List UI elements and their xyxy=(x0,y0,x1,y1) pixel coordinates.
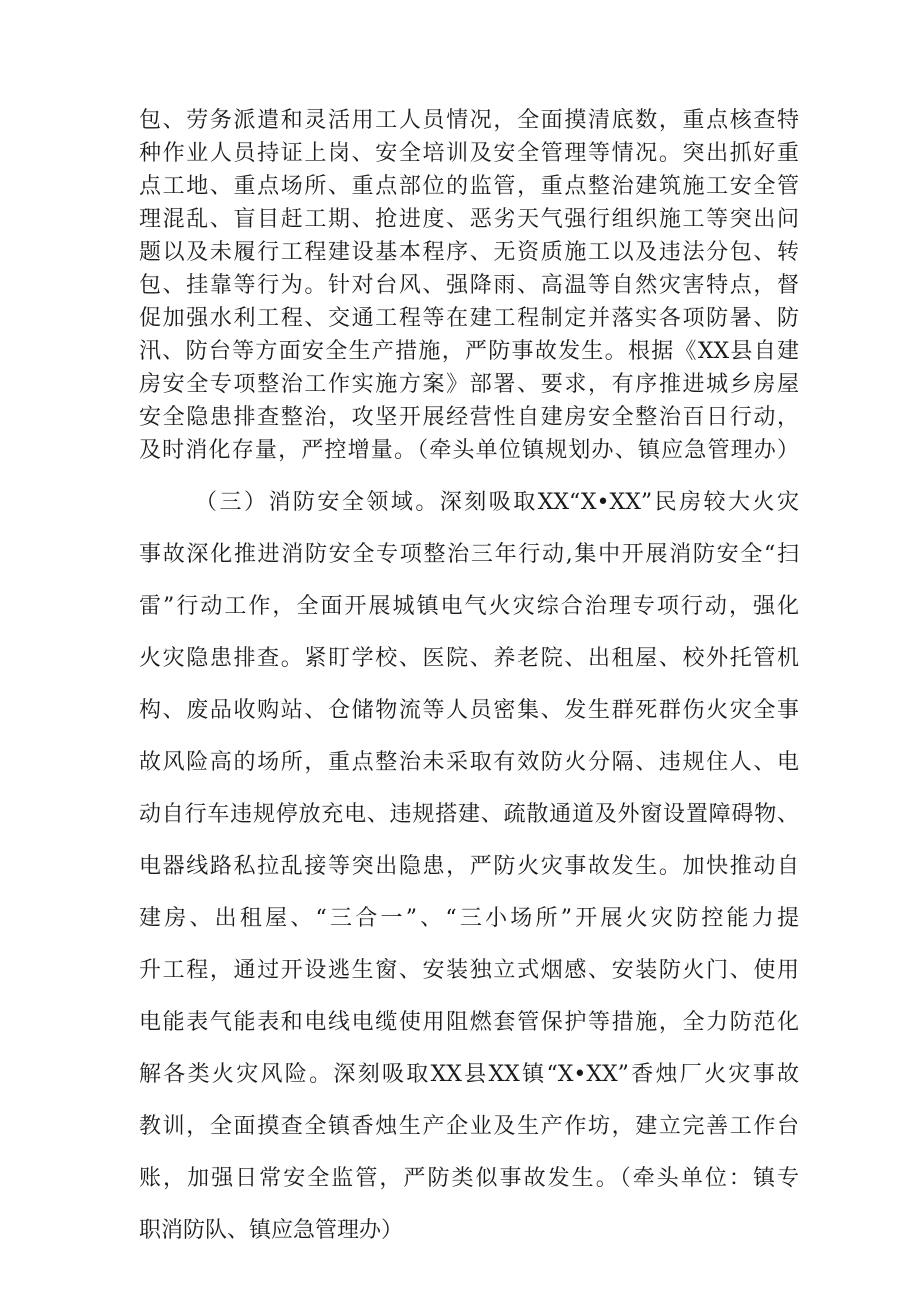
paragraph-line: 安全隐患排查整治，攻坚开展经营性自建房安全整治百日行动， xyxy=(139,405,799,430)
section-heading-line: （三）消防安全领域。深刻吸取XX“X•XX”民房较大火灾 xyxy=(195,490,799,515)
paragraph-line: 教训，全面摸查全镇香烛生产企业及生产作坊，建立完善工作台 xyxy=(139,1114,799,1139)
paragraph-line: 解各类火灾风险。深刻吸取XX县XX镇“X•XX”香烛厂火灾事故 xyxy=(139,1062,799,1087)
paragraph-line: 火灾隐患排查。紧盯学校、医院、养老院、出租屋、校外托管机 xyxy=(139,646,799,671)
paragraph-line: 故风险高的场所，重点整治未采取有效防火分隔、违规住人、电 xyxy=(139,750,799,775)
paragraph-line: 理混乱、盲目赶工期、抢进度、恶劣天气强行组织施工等突出问 xyxy=(139,207,799,232)
paragraph-line: 事故深化推进消防安全专项整治三年行动,集中开展消防安全“扫 xyxy=(139,542,799,567)
paragraph-line: 及时消化存量，严控增量。（牵头单位镇规划办、镇应急管理办） xyxy=(139,438,799,463)
paragraph-line: 建房、出租屋、“三合一”、“三小场所”开展火灾防控能力提 xyxy=(139,906,799,931)
paragraph-line: 职消防队、镇应急管理办） xyxy=(139,1218,404,1243)
paragraph-line: 动自行车违规停放充电、违规搭建、疏散通道及外窗设置障碍物、 xyxy=(139,802,799,827)
paragraph-line: 点工地、重点场所、重点部位的监管，重点整治建筑施工安全管 xyxy=(139,174,799,199)
paragraph-line: 电器线路私拉乱接等突出隐患，严防火灾事故发生。加快推动自 xyxy=(139,854,799,879)
paragraph-line: 包、劳务派遣和灵活用工人员情况，全面摸清底数，重点核查特 xyxy=(139,108,799,133)
paragraph-line: 雷”行动工作，全面开展城镇电气火灾综合治理专项行动，强化 xyxy=(139,594,799,619)
paragraph-line: 种作业人员持证上岗、安全培训及安全管理等情况。突出抓好重 xyxy=(139,141,799,166)
paragraph-line: 电能表气能表和电线电缆使用阻燃套管保护等措施，全力防范化 xyxy=(139,1010,799,1035)
paragraph-line: 房安全专项整治工作实施方案》部署、要求，有序推进城乡房屋 xyxy=(139,372,799,397)
paragraph-line: 升工程，通过开设逃生窗、安装独立式烟感、安装防火门、使用 xyxy=(139,958,799,983)
paragraph-line: 题以及未履行工程建设基本程序、无资质施工以及违法分包、转 xyxy=(139,240,799,265)
paragraph-line: 促加强水利工程、交通工程等在建工程制定并落实各项防暑、防 xyxy=(139,306,799,331)
paragraph-line: 汛、防台等方面安全生产措施，严防事故发生。根据《XX县自建 xyxy=(139,339,799,364)
paragraph-line: 账，加强日常安全监管，严防类似事故发生。（牵头单位：镇专 xyxy=(139,1166,799,1191)
paragraph-line: 构、废品收购站、仓储物流等人员密集、发生群死群伤火灾全事 xyxy=(139,698,799,723)
paragraph-line: 包、挂靠等行为。针对台风、强降雨、高温等自然灾害特点，督 xyxy=(139,273,799,298)
